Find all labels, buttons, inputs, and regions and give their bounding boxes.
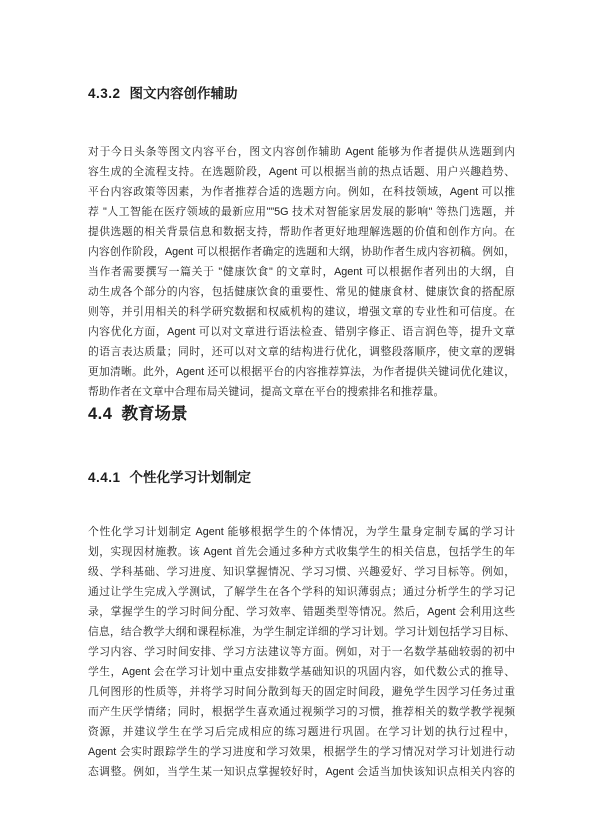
text-line: 学生，Agent 会在学习计划中重点安排数学基础知识的巩固内容，如代数公式的推导、 [88,666,515,678]
section-number: 4.4.1 [88,470,121,485]
section-heading-4-4-1 [88,468,515,488]
text-line: 划，实现因材施教。该 Agent 首先会通过多种方式收集学生的相关信息，包括学生的年 [88,546,515,558]
text-line: 内容优化方面，Agent 可以对文章进行语法检查、错别字修正、语言润色等，提升文章 [88,326,515,338]
text-line: 信息，结合教学大纲和课程标准，为学生制定详细的学习计划。学习计划包括学习目标、 [88,626,515,638]
text-line: 个性化学习计划制定 Agent 能够根据学生的个体情况，为学生量身定制专属的学习计 [88,526,515,538]
text-line: 级、学科基础、学习进度、知识掌握情况、学习习惯、兴趣爱好、学习目标等。例如， [88,566,515,578]
text-line: 几何图形的性质等，并将学习时间分散到每天的固定时间段，避免学生因学习任务过重 [88,686,515,698]
text-line: 态调整。例如，当学生某一知识点掌握较好时，Agent 会适当加快该知识点相关内容的 [88,766,515,778]
text-line: 学习内容、学习时间安排、学习方法建议等方面。例如，对于一名数学基础较弱的初中 [88,646,515,658]
text-line: 录，掌握学生的学习时间分配、学习效率、错题类型等情况。然后，Agent 会利用这些 [88,606,515,618]
text-line: 动生成各个部分的内容，包括健康饮食的重要性、常见的健康食材、健康饮食的搭配原 [88,286,515,298]
section-title: 个性化学习计划制定 [129,470,252,485]
text-line: 对于今日头条等图文内容平台，图文内容创作辅助 Agent 能够为作者提供从选题到内 [88,146,515,158]
section-title: 教育场景 [121,405,188,423]
section-heading-4-3-2 [88,84,515,104]
text-line: 帮助作者在文章中合理布局关键词，提高文章在平台的搜索排名和推荐量。 [88,386,445,398]
text-line: 当作者需要撰写一篇关于 "健康饮食" 的文章时，Agent 可以根据作者列出的大纲，自 [88,266,515,278]
text-line: 则等，并引用相关的科学研究数据和权威机构的建议，增强文章的专业性和可信度。在 [88,306,515,318]
section-heading-4-4 [88,404,515,424]
text-line: 提供选题的相关背景信息和数据支持，帮助作者更好地理解选题的价值和创作方向。在 [88,226,515,238]
paragraph-content-creation [88,142,515,402]
text-line: 内容创作阶段，Agent 可以根据作者确定的选题和大纲，协助作者生成内容初稿。例如， [88,246,515,258]
text-line: 而产生厌学情绪；同时，根据学生喜欢通过视频学习的习惯，推荐相关的数学教学视频 [88,706,515,718]
section-number: 4.3.2 [88,86,121,101]
section-title: 图文内容创作辅助 [129,86,238,101]
text-line: 更加清晰。此外，Agent 还可以根据平台的内容推荐算法，为作者提供关键词优化建议， [88,366,515,378]
text-line: 荐 "人工智能在医疗领域的最新应用""5G 技术对智能家居发展的影响" 等热门选题，并 [88,206,515,218]
text-line: 容生成的全流程支持。在选题阶段，Agent 可以根据当前的热点话题、用户兴趣趋势、 [88,166,515,178]
text-line: 资源，并建议学生在学习后完成相应的练习题进行巩固。在学习计划的执行过程中， [88,726,515,738]
text-line: 通过让学生完成入学测试，了解学生在各个学科的知识薄弱点；通过分析学生的学习记 [88,586,515,598]
text-line: 平台内容政策等因素，为作者推荐合适的选题方向。例如，在科技领域，Agent 可以推 [88,186,515,198]
paragraph-learning-plan [88,522,515,782]
section-number: 4.4 [88,405,113,423]
text-line: Agent 会实时跟踪学生的学习进度和学习效果，根据学生的学习情况对学习计划进行动 [88,746,515,758]
text-line: 的语言表达质量；同时，还可以对文章的结构进行优化，调整段落顺序，使文章的逻辑 [88,346,515,358]
